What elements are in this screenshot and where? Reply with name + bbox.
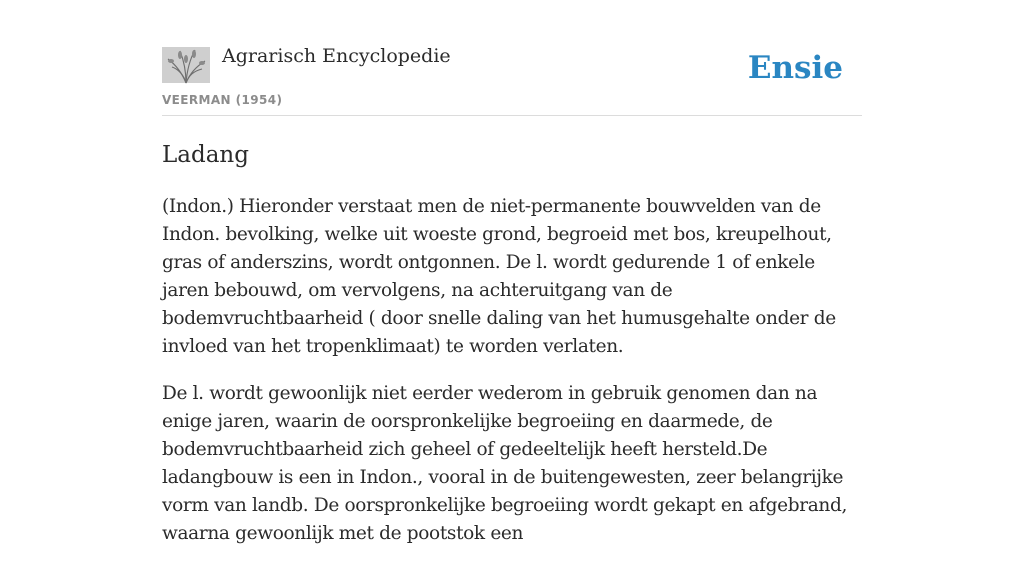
brand-logo[interactable]: Ensie xyxy=(747,50,843,86)
article-paragraph: (Indon.) Hieronder verstaat men de niet-permanente bouwvelden van de Indon. bevolking, welke uit woeste grond, begroeid met bos, kreupelhout, gras of anderszins, wordt ontgonnen. De l. wordt gedurende 1 of enkele jaren bebouwd, om vervolgens, na achteruitgang van de bodemvruchtbaarheid ( door snelle daling van het humusgehalte onder de invloed van het tropenklimaat) te worden verlaten. xyxy=(162,196,836,357)
wheat-icon[interactable] xyxy=(162,47,210,83)
article-body xyxy=(162,193,862,548)
article-title: Ladang xyxy=(162,142,249,168)
encyclopedia-title[interactable]: Agrarisch Encyclopedie xyxy=(222,45,451,67)
author-year: VEERMAN (1954) xyxy=(162,93,283,107)
article-paragraph: De l. wordt gewoonlijk niet eerder wederom in gebruik genomen dan na enige jaren, waarin de oorspronkelijke begroeiing en daarmede, de bodemvruchtbaarheid zich geheel of gedeeltelijk heeft hersteld.De ladangbouw is een in Indon., vooral in de buitengewesten, zeer belangrijke vorm van landb. De oorspronkelijke begroeiing wordt gekapt en afgebrand, waarna gewoonlijk met de pootstok een xyxy=(162,383,847,544)
content-column xyxy=(162,0,862,567)
header xyxy=(162,0,862,116)
